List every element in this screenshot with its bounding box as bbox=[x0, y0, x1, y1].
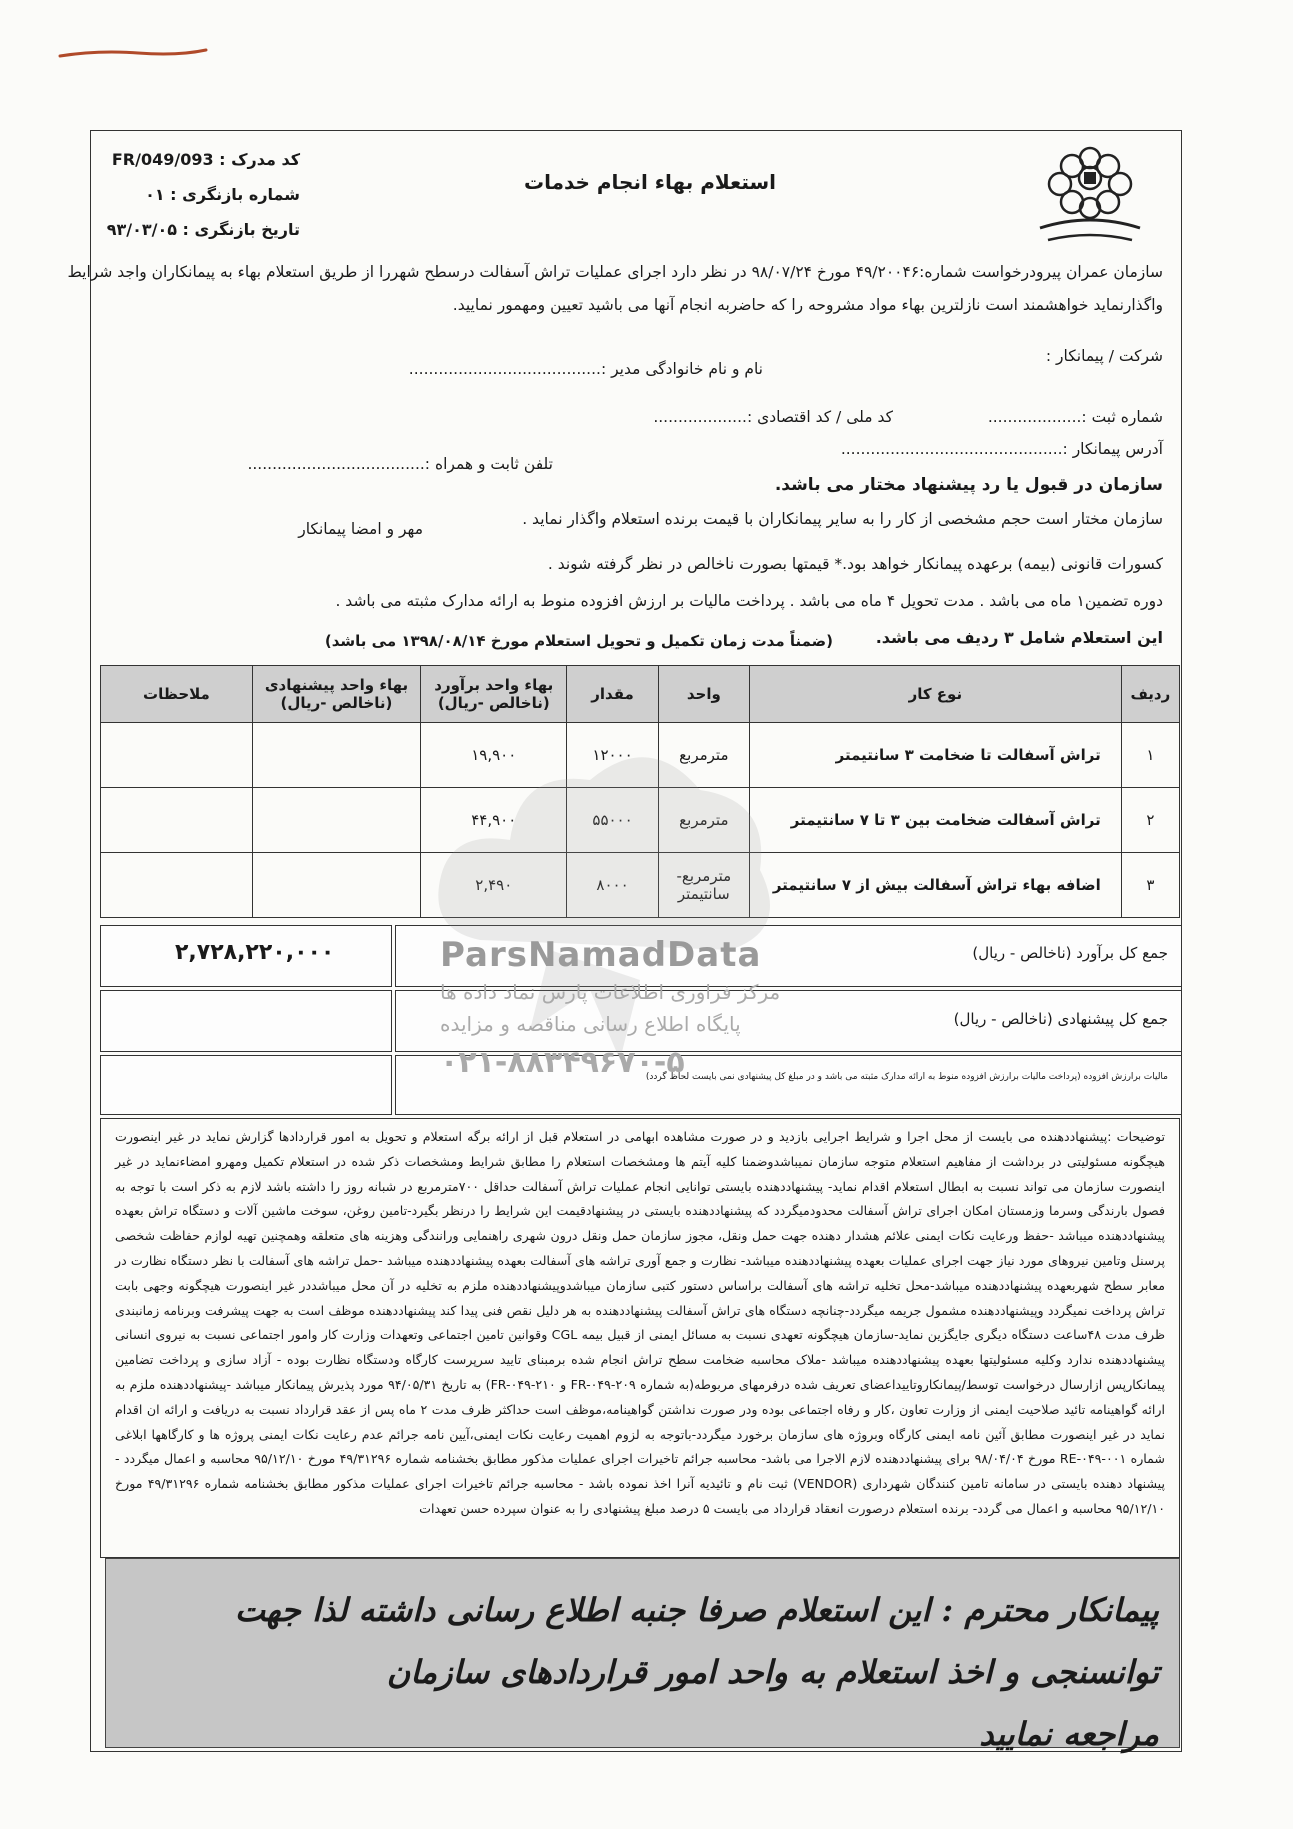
items-table bbox=[100, 665, 1180, 918]
cell-notes[interactable] bbox=[101, 853, 253, 918]
col-work-type: نوع کار bbox=[749, 666, 1121, 723]
banner-line-2: مراجعه نمایید bbox=[979, 1715, 1159, 1753]
banner-line-1: پیمانکار محترم : این استعلام صرفا جنبه اطلاع رسانی داشته لذا جهت توانسنجی و اخذ استعلام به واحد امور قراردادهای سازمان bbox=[234, 1591, 1159, 1691]
doc-code: کد مدرک : FR/049/093 bbox=[111, 150, 300, 169]
col-est-price: بهاء واحد برآورد (ناخالص -ریال) bbox=[421, 666, 567, 723]
cell-row: ۲ bbox=[1121, 788, 1179, 853]
pen-scribble-mark bbox=[58, 44, 208, 62]
offer-total-label: جمع کل پیشنهادی (ناخالص - ریال) bbox=[953, 1010, 1168, 1028]
cell-est-price: ۴۴,۹۰۰ bbox=[421, 788, 567, 853]
intro-line-1: سازمان عمران پیرودرخواست شماره:۴۹/۲۰۰۴۶ مورخ ۹۸/۰۷/۲۴ در نظر دارد اجرای عملیات تراش آسفالت درسطح شهررا از طریق استعلام بهاء به پیمانکاران واجد شرایط bbox=[67, 263, 1163, 281]
table-row bbox=[101, 853, 1180, 918]
registration-field[interactable]: شماره ثبت :................... bbox=[987, 408, 1163, 426]
table-row bbox=[101, 788, 1180, 853]
col-notes: ملاحظات bbox=[101, 666, 253, 723]
municipality-logo-icon bbox=[1020, 140, 1160, 250]
cell-offer-price[interactable] bbox=[252, 788, 420, 853]
cell-notes[interactable] bbox=[101, 788, 253, 853]
watermark-sub-1: مرکز فراوری اطلاعات پارس نماد داده ها bbox=[440, 980, 781, 1004]
cell-row: ۱ bbox=[1121, 723, 1179, 788]
manager-field[interactable]: نام و نام خانوادگی مدیر :....................................... bbox=[408, 360, 763, 378]
est-total-label: جمع کل برآورد (ناخالص - ریال) bbox=[972, 944, 1168, 962]
national-code-field[interactable]: کد ملی / کد اقتصادی :................... bbox=[653, 408, 893, 426]
cell-est-price: ۲,۴۹۰ bbox=[421, 853, 567, 918]
watermark-phone: ۰۲۱-۸۸۳۴۹۶۷۰-۵ bbox=[440, 1045, 685, 1080]
col-row: ردیف bbox=[1121, 666, 1179, 723]
phone-field[interactable]: تلفن ثابت و همراه :.................................... bbox=[247, 455, 553, 473]
address-field[interactable]: آدرس پیمانکار :............................................. bbox=[840, 440, 1163, 458]
est-total-value: ۲,۷۲۸,۲۲۰,۰۰۰ bbox=[175, 940, 335, 965]
cell-qty: ۱۲۰۰۰ bbox=[567, 723, 658, 788]
col-qty: مقدار bbox=[567, 666, 658, 723]
cell-unit: مترمربع- سانتیمتر bbox=[658, 853, 749, 918]
volume-note: سازمان مختار است حجم مشخصی از کار را به سایر پیمانکاران با قیمت برنده استعلام واگذار نماید . bbox=[522, 510, 1163, 528]
deductions-note: کسورات قانونی (بیمه) برعهده پیمانکار خواهد بود.* قیمتها بصورت ناخالص در نظر گرفته شوند . bbox=[547, 555, 1163, 573]
vat-label: مالیات برارزش افزوده (پرداخت مالیات برارزش افزوده منوط به ارائه مدارک مثبته می باشد و در مبلغ کل پیشنهادی نمی بایست لحاظ گردد) bbox=[645, 1072, 1168, 1082]
offer-total-value-box[interactable] bbox=[100, 990, 392, 1052]
table-row bbox=[101, 723, 1180, 788]
revision-number: شماره بازنگری : ۰۱ bbox=[145, 185, 300, 204]
warranty-note: دوره تضمین۱ ماه می باشد . مدت تحویل ۴ ماه می باشد . پرداخت مالیات بر ارزش افزوده منوط به ارائه مدارک مثبته می باشد . bbox=[335, 592, 1163, 610]
notes-paragraph: توضیحات :پیشنهاددهنده می بایست از محل اجرا و شرایط اجرایی بازدید و در صورت مشاهده ابهامی در استعلام قبل از ارائه برگه استعلام و تحویل به امور قراردادها گزارش نماید در غیر اینصورت هیچگونه مسئولیتی در برداشت از مفاهیم استعلام متوجه سازمان نمیباشدوضمنا کلیه آیتم ها ومشخصات استعلام را مطابق شرایط ومشخصات ذکر شده در استعلام تکمیل ومهرو امضاءنماید در غیر اینصورت سازمان می تواند نسبت به ابطال استعلام اقدام نماید- پیشنهاددهنده بایستی توانایی انجام عملیات تراش آسفالت حداقل ۷۰۰مترمربع در شبانه روز را داشته باشد لازم به ذکر است با توجه به فصول بارندگی وسرما وزمستان امکان اجرای تراش آسفالت محدودمیگردد که پیشنهاددهنده بایستی در پیشنهادقیمت این شرایط را درنظر بگیرد-تامین روغن، سوخت ماشین آلات و دستگاه تراش بعهده پیشنهاددهنده میباشد -حفظ ورعایت نکات ایمنی علائم هشدار دهنده جهت حمل ونقل، مجوز سازمان حمل ونقل درون شهری راهنمایی ورانندگی وهزینه های متعلقه وهمچنین تهیه لوازم حفاظت شخصی پرسنل وتامین نیروهای مورد نیاز جهت اجرای عملیات بعهده پیشنهاددهنده میباشد- نظارت و جمع آوری تراشه های آسفالت بعهده پیشنهاددهنده میباشد -حمل تراشه های آسفالت با نظر دستگاه نظارت در معابر سطح شهربعهده پیشنهاددهنده میباشد-محل تخلیه تراشه های آسفالت براساس دستور کتبی سازمان میباشدوپیشنهاددهنده ملزم به تخلیه در آن محل میباشددر غیر اینصورت هیچگونه وجهی بابت تراش پرداخت نمیگردد وپیشنهاددهنده مشمول جریمه میگردد-چنانچه دستگاه های تراش آسفالت پیشنهاددهنده به هر دلیل نقص فنی پیدا کند پیشنهاددهنده موظف است به جهت پیشرفت وبرنامه زمانبندی ظرف مدت ۴۸ساعت دستگاه دیگری جایگزین نماید-سازمان هیچگونه تعهدی نسبت به مسائل ایمنی از قبیل بیمه CGL وقوانین تامین اجتماعی وتعهدات وزارت کار وامور اجتماعی نسبت به نیروی انسانی پیشنهاددهنده ندارد وکلیه مسئولیتها بعهده پیشنهاددهنده میباشد -ملاک محاسبه ضخامت سطح تراش انجام شده برمبنای تایید سرپرست کارگاه ودستگاه نظارت بوده - آزاد سازی و پرداخت تضامین پیمانکارپس ازارسال درخواست توسط/پیمانکاروتاییداعضای تعریف شده درفرمهای مربوطه(به شماره FR-۰۴۹-۲۰۹ و FR-۰۴۹-۲۱۰) به تاریخ ۹۴/۰۵/۳۱ مورد پذیرش پیمانکار میباشد -پیشنهاددهنده ملزم به ارائه گواهینامه تائید صلاحیت ایمنی از وزارت تعاون ،کار و رفاه اجتماعی بوده ودر صورت نداشتن گواهینامه،موظف است حداکثر ظرف مدت ۲ ماه پس از عقد قرارداد نسبت به دریافت و ارائه ان اقدام نماید در غیر اینصورت مطابق آئین نامه ایمنی کارگاه وبروژه های سازمان برخورد میگردد-باتوجه به لزوم اهمیت رعایت نکات ایمنی،آیین نامه جرائم عدم رعایت نکات ایمنی پروژه ها و کارگاهها ابلاغی شماره RE-۰۴۹-۰۰۱ مورخ ۹۸/۰۴/۰۴ برای پیشنهاددهنده لازم الاجرا می باشد- محاسبه جرائم تاخیرات اجرای عملیات مذکور مطابق بخشنامه شماره ۴۹/۳۱۲۹۶ مورخ ۹۵/۱۲/۱۰ محاسبه و اعمال میگردد - پیشنهاد دهنده بایستی در سامانه تامین کنندگان شهرداری (VENDOR) ثبت نام و تائیدیه آنرا اخذ نموده باشد - محاسبه جرائم تاخیرات اجرای عملیات مذکور مطابق بخشنامه شماره ۴۹/۳۱۲۹۶ مورخ ۹۵/۱۲/۱۰ محاسبه و اعمال می گردد- برنده استعلام درصورت انعقاد قرارداد می بایست ۵ درصد مبلغ پیشنهادی را به عنوان سپرده حسن تعهدات bbox=[100, 1118, 1180, 1558]
deadline-note: (ضمناً مدت زمان تکمیل و تحویل استعلام مورخ ۱۳۹۸/۰۸/۱۴ می باشد) bbox=[324, 632, 833, 650]
cell-offer-price[interactable] bbox=[252, 723, 420, 788]
revision-date: تاریخ بازنگری : ۹۳/۰۳/۰۵ bbox=[106, 220, 300, 239]
cell-row: ۳ bbox=[1121, 853, 1179, 918]
cell-work-type: تراش آسفالت تا ضخامت ۳ سانتیمتر bbox=[749, 723, 1121, 788]
page-title: استعلام بهاء انجام خدمات bbox=[523, 170, 777, 194]
cell-qty: ۸۰۰۰ bbox=[567, 853, 658, 918]
company-field[interactable]: شرکت / پیمانکار : bbox=[1045, 347, 1163, 365]
col-unit: واحد bbox=[658, 666, 749, 723]
watermark-sub-2: پایگاه اطلاع رسانی مناقصه و مزایده bbox=[440, 1012, 741, 1036]
cell-est-price: ۱۹,۹۰۰ bbox=[421, 723, 567, 788]
cell-qty: ۵۵۰۰۰ bbox=[567, 788, 658, 853]
intro-line-2: واگذارنماید خواهشمند است نازلترین بهاء مواد مشروحه را که حاضربه انجام آنها می باشید تعیین ومهمور نمایید. bbox=[452, 296, 1163, 314]
document-meta bbox=[100, 150, 300, 255]
rows-count-note: این استعلام شامل ۳ ردیف می باشد. bbox=[875, 628, 1163, 647]
rights-note: سازمان در قبول یا رد پیشنهاد مختار می باشد. bbox=[774, 475, 1163, 495]
vat-value-box[interactable] bbox=[100, 1055, 392, 1115]
contractor-seal-label: مهر و امضا پیمانکار bbox=[298, 520, 423, 538]
cell-unit: مترمربع bbox=[658, 723, 749, 788]
cell-offer-price[interactable] bbox=[252, 853, 420, 918]
table-header-row bbox=[101, 666, 1180, 723]
contractor-notice-banner bbox=[105, 1558, 1180, 1753]
cell-unit: مترمربع bbox=[658, 788, 749, 853]
cell-notes[interactable] bbox=[101, 723, 253, 788]
watermark-brand: ParsNamadData bbox=[440, 935, 762, 975]
cell-work-type: اضافه بهاء تراش آسفالت بیش از ۷ سانتیمتر bbox=[749, 853, 1121, 918]
col-offer-price: بهاء واحد پیشنهادی (ناخالص -ریال) bbox=[252, 666, 420, 723]
cell-work-type: تراش آسفالت ضخامت بین ۳ تا ۷ سانتیمتر bbox=[749, 788, 1121, 853]
